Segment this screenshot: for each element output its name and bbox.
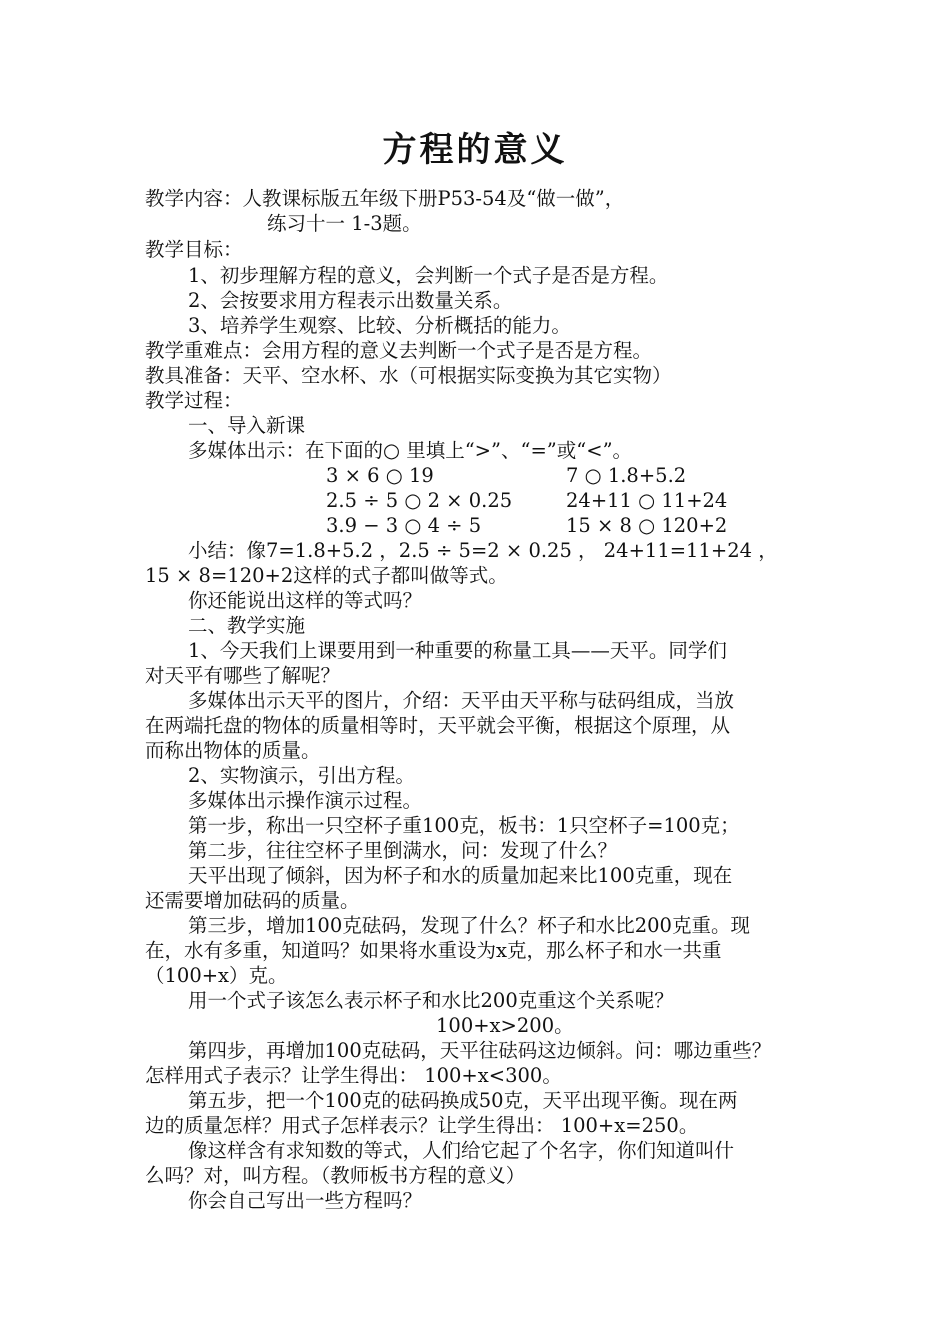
step: 在，水有多重，知道吗？如果将水重设为x克，那么杯子和水一共重 [145,939,722,962]
paragraph: 你会自己写出一些方程吗？ [188,1189,423,1212]
exercise-item: 3.9 − 3 ○ 4 ÷ 5 [326,514,482,537]
paragraph: 对天平有哪些了解呢？ [145,664,341,687]
paragraph: 而称出物体的质量。 [145,739,321,762]
summary-line: 15 × 8=120+2这样的式子都叫做等式。 [145,564,508,587]
step: 第三步，增加100克砝码，发现了什么？杯子和水比200克重。现 [188,914,750,937]
step: （100+x）克。 [145,964,288,987]
paragraph: 多媒体出示操作演示过程。 [188,789,423,812]
paragraph: 用一个式子该怎么表示杯子和水比200克重这个关系呢？ [188,989,674,1012]
page-title: 方程的意义 [382,130,568,170]
exercise-item: 2.5 ÷ 5 ○ 2 × 0.25 [326,489,513,512]
goal-item: 3、培养学生观察、比较、分析概括的能力。 [188,314,571,337]
paragraph: 还需要增加砝码的质量。 [145,889,360,912]
paragraph: 你还能说出这样的等式吗？ [188,589,423,612]
goal-item: 1、初步理解方程的意义，会判断一个式子是否是方程。 [188,264,669,287]
summary-line: 小结：像7=1.8+5.2 ，2.5 ÷ 5=2 × 0.25 ， 24+11=11+24 ， [188,539,778,562]
step: 怎样用式子表示？让学生得出： 100+x<300。 [145,1064,562,1087]
teaching-content: 教学内容：人教课标版五年级下册P53-54及“做一做”， [145,187,625,210]
teaching-content-cont: 练习十一 1-3题。 [267,212,422,235]
process-label: 教学过程： [145,389,243,412]
section-heading: 一、导入新课 [188,414,306,437]
paragraph: 在两端托盘的物体的质量相等时，天平就会平衡，根据这个原理，从 [145,714,731,737]
paragraph: 么吗？对，叫方程。（教师板书方程的意义） [145,1164,526,1187]
goals-label: 教学目标： [145,238,243,261]
exercise-item: 24+11 ○ 11+24 [566,489,728,512]
step: 第四步，再增加100克砝码，天平往砝码这边倾斜。问：哪边重些？ [188,1039,772,1062]
step: 第五步，把一个100克的砝码换成50克，天平出现平衡。现在两 [188,1089,738,1112]
equation: 100+x>200。 [436,1014,574,1037]
key-point: 教学重难点：会用方程的意义去判断一个式子是否是方程。 [145,339,653,362]
paragraph: 多媒体出示天平的图片，介绍：天平由天平称与砝码组成，当放 [188,689,735,712]
tools: 教具准备：天平、空水杯、水（可根据实际变换为其它实物） [145,364,672,387]
step: 边的质量怎样？用式子怎样表示？让学生得出： 100+x=250。 [145,1114,699,1137]
paragraph: 像这样含有求知数的等式，人们给它起了个名字，你们知道叫什 [188,1139,735,1162]
exercise-item: 3 × 6 ○ 19 [326,464,434,487]
step: 第二步，往往空杯子里倒满水，问：发现了什么？ [188,839,618,862]
exercise-item: 7 ○ 1.8+5.2 [566,464,687,487]
show-prompt: 多媒体出示：在下面的○ 里填上“>”、“=”或“<”。 [188,439,633,462]
paragraph: 1、今天我们上课要用到一种重要的称量工具——天平。同学们 [188,639,727,662]
goal-item: 2、会按要求用方程表示出数量关系。 [188,289,513,312]
paragraph: 2、实物演示，引出方程。 [188,764,415,787]
exercise-item: 15 × 8 ○ 120+2 [566,514,728,537]
section-heading: 二、教学实施 [188,614,306,637]
paragraph: 天平出现了倾斜，因为杯子和水的质量加起来比100克重，现在 [188,864,733,887]
step: 第一步，称出一只空杯子重100克，板书：1只空杯子=100克； [188,814,740,837]
